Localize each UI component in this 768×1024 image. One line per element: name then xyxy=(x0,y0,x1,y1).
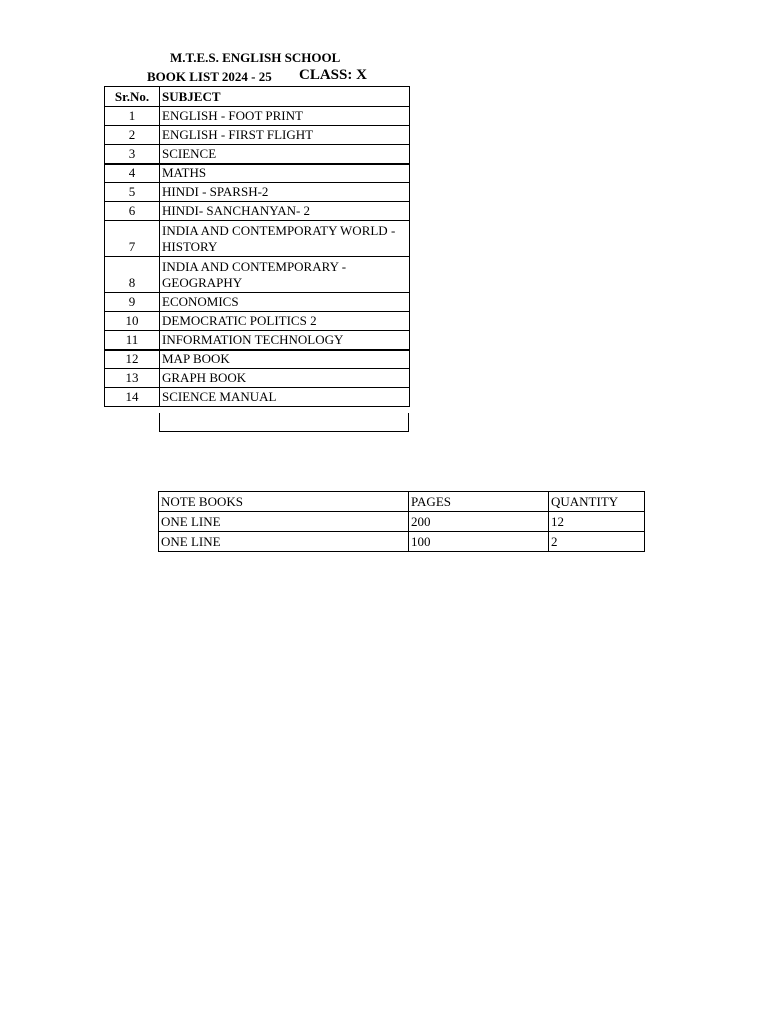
table-row xyxy=(105,257,410,293)
quantity-cell: 12 xyxy=(549,512,645,532)
sr-no-cell: 10 xyxy=(105,312,160,331)
subject-line: INDIA AND CONTEMPORARY - xyxy=(162,258,347,274)
sr-no-cell: 9 xyxy=(105,293,160,312)
book-list-title: BOOK LIST 2024 - 25 xyxy=(147,69,272,84)
subject-cell: HINDI- SANCHANYAN- 2 xyxy=(160,202,410,221)
subject-cell: ENGLISH - FOOT PRINT xyxy=(160,107,410,126)
subject-cell: MAP BOOK xyxy=(160,350,410,369)
notebooks-header: NOTE BOOKS xyxy=(159,492,409,512)
sr-no-cell: 11 xyxy=(105,331,160,350)
subject-line: INDIA AND CONTEMPORATY WORLD - xyxy=(162,222,396,238)
subject-cell: SCIENCE xyxy=(160,145,410,164)
sr-no-cell: 6 xyxy=(105,202,160,221)
sr-no-cell: 14 xyxy=(105,388,160,407)
subject-cell: GRAPH BOOK xyxy=(160,369,410,388)
sr-no-cell: 12 xyxy=(105,350,160,369)
subject-header: SUBJECT xyxy=(160,87,410,107)
sr-no-cell: 1 xyxy=(105,107,160,126)
subject-line: HISTORY xyxy=(162,238,218,254)
table-row xyxy=(105,183,410,202)
table-header-row xyxy=(105,87,410,107)
notebook-type-cell: ONE LINE xyxy=(159,532,409,552)
table-row xyxy=(105,202,410,221)
sr-no-cell: 13 xyxy=(105,369,160,388)
table-row xyxy=(105,107,410,126)
subject-cell: SCIENCE MANUAL xyxy=(160,388,410,407)
notebook-type-cell: ONE LINE xyxy=(159,512,409,532)
table-row xyxy=(105,164,410,183)
table-row xyxy=(105,331,410,350)
table-row xyxy=(159,512,645,532)
class-label: CLASS: X xyxy=(299,67,367,83)
sr-no-cell: 2 xyxy=(105,126,160,145)
quantity-header: QUANTITY xyxy=(549,492,645,512)
table-row xyxy=(105,369,410,388)
sr-no-cell: 7 xyxy=(105,221,160,257)
sr-no-header: Sr.No. xyxy=(105,87,160,107)
pages-cell: 200 xyxy=(409,512,549,532)
table-row xyxy=(105,293,410,312)
book-list-table xyxy=(104,86,410,407)
subject-cell xyxy=(160,221,410,257)
notebook-table xyxy=(158,491,645,552)
sr-no-cell: 8 xyxy=(105,257,160,293)
subject-cell: DEMOCRATIC POLITICS 2 xyxy=(160,312,410,331)
table-row xyxy=(105,221,410,257)
table-row xyxy=(105,145,410,164)
table-row xyxy=(159,532,645,552)
table-header-row xyxy=(159,492,645,512)
subject-cell xyxy=(160,257,410,293)
quantity-cell: 2 xyxy=(549,532,645,552)
pages-cell: 100 xyxy=(409,532,549,552)
school-name: M.T.E.S. ENGLISH SCHOOL xyxy=(170,50,341,65)
table-row xyxy=(105,312,410,331)
subject-cell: HINDI - SPARSH-2 xyxy=(160,183,410,202)
sr-no-cell: 3 xyxy=(105,145,160,164)
subject-line: GEOGRAPHY xyxy=(162,274,243,290)
sr-no-cell: 4 xyxy=(105,164,160,183)
table-row xyxy=(105,388,410,407)
pages-header: PAGES xyxy=(409,492,549,512)
blank-table-row xyxy=(159,413,409,432)
table-row xyxy=(105,126,410,145)
table-row xyxy=(105,350,410,369)
subject-cell: ENGLISH - FIRST FLIGHT xyxy=(160,126,410,145)
sr-no-cell: 5 xyxy=(105,183,160,202)
subject-cell: INFORMATION TECHNOLOGY xyxy=(160,331,410,350)
subject-cell: MATHS xyxy=(160,164,410,183)
subject-cell: ECONOMICS xyxy=(160,293,410,312)
